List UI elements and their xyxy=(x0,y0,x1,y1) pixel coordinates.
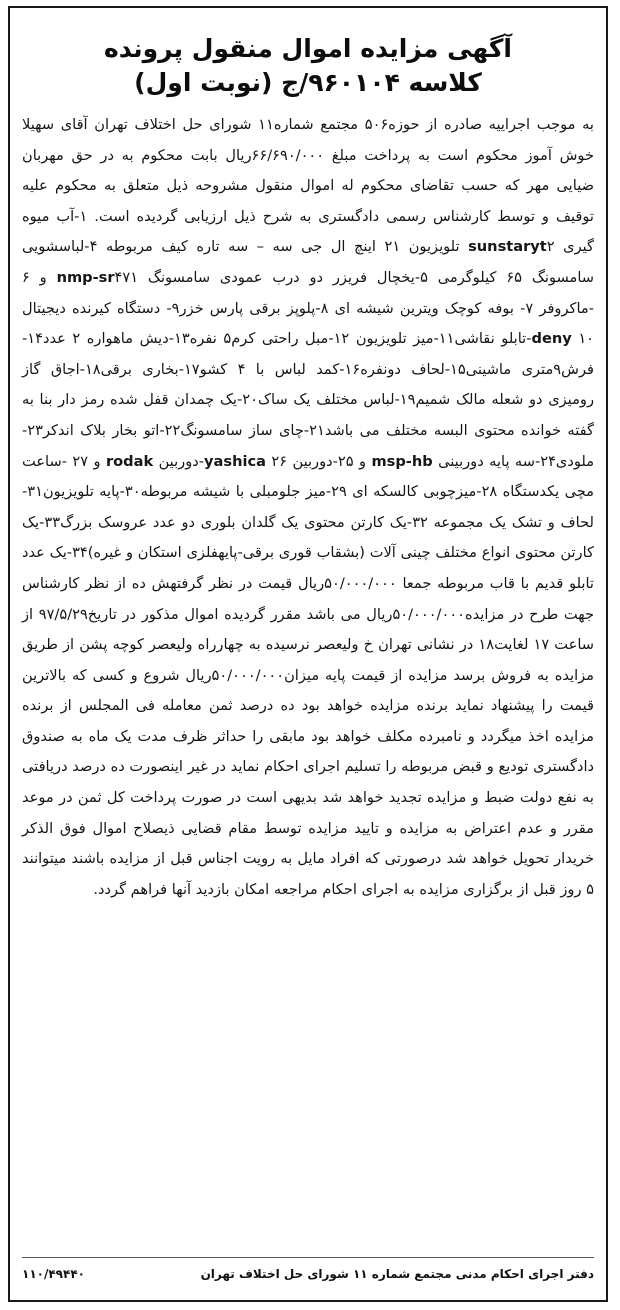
body-part-4: ۱۰-تابلو نقاشی۱۱-میز تلویزیون ۱۲-مبل راحتی کرم۵ نفره۱۳-دیش ماهواره ۲ عدد۱۴-فرش۹متری ماشینی۱۵-لحاف دونفره۱۶-کمد لباس با ۴ کشو۱۷-بخاری برقی۱۸-اجاق گاز رومیزی دو شعله مالک شمیم۱۹-لباس مختلف یک ساک۲۰-یک چمدان قفل شده رمز دار بنا به گفته خوانده محتوی البسه مختلف می باشد۲۱-چای ساز سامسونگ۲۲-اتو بخار بلاک اندکر۲۳-ملودی۲۴-سه پایه دوربینی xyxy=(22,330,595,470)
body-part-1: به موجب اجراییه صادره از حوزه۵۰۶ مجتمع شماره۱۱ شورای حل اختلاف تهران آقای سهیلا خوش آموز محکوم است به پرداخت مبلغ ۶۶/۶۹۰/۰۰۰ریال بابت محکوم به در حق مهربان ضیایی مهر که حسب تقاضای محکوم له اموال منقول مشروحه ذیل متعلق به محکوم علیه توقیف و توسط کارشناس رسمی دادگستری به شرح ذیل ارزیابی گردیده است. ۱-آب میوه گیری xyxy=(22,116,594,256)
notice-body xyxy=(10,100,606,905)
brand-msp-hb: msp-hb xyxy=(371,452,433,470)
notice-footer xyxy=(22,1257,594,1286)
body-part-3: ۴۷۱ و ۶ -ماکروفر ۷- بوفه کوچک ویترین شیشه ای ۸-پلوپز برقی پارس خزر۹- دستگاه کیرنده دیجیتال xyxy=(22,268,595,317)
issuing-office: دفتر اجرای احکام مدنی مجتمع شماره ۱۱ شورای حل اختلاف تهران xyxy=(200,1267,594,1281)
notice-code: ۱۱۰/۴۹۴۴۰ xyxy=(22,1267,85,1281)
brand-deny: deny xyxy=(531,330,572,348)
body-part-5: و ۲۵-دوربین xyxy=(292,452,367,470)
body-part-7: و ۲۷ -ساعت مچی یکدستگاه ۲۸-میزچوبی کالسکه ای ۲۹-میز جلومبلی با شیشه مربوطه۳۰-پایه تلویزیون۳۱-لحاف و تشک یک مجموعه ۳۲-یک کارتن محتوی یک گلدان بلوری دو عدد عروسک بزرگ۳۳-یک کارتن محتوی انواع مختلف چینی آلات (بشقاب قوری برقی-پایهفلزی استکان و غیره)۳۴-یک عدد تابلو قدیم با قاب مربوطه جمعا ۵۰/۰۰۰/۰۰۰ریال قیمت در نظر گرفتهش ده از نظر کارشناس جهت طرح در مزایده۵۰/۰۰۰/۰۰۰ریال می باشد مقرر گردیده اموال مذکور در تاریخ۹۷/۵/۲۹ از ساعت ۱۷ لغایت۱۸ در نشانی تهران خ ولیعصر نرسیده به چهارراه ولیعصر کوچه پشن از طریق مزایده به فروش برسد مزایده از قیمت پایه میزان۵۰/۰۰۰/۰۰۰ریال شروع و کسی که بالاترین قیمت را پیشنهاد نماید برنده مزایده خواهد بود ده درصد ثمن معامله فی المجلس از برنده مزایده اخذ میگردد و نامبرده مکلف خواهد بود مابقی را حداثر ظرف مدت یک ماه به صندوق دادگستری تودیع و قبض مربوطه را تسلیم اجرای احکام نماید در غیر اینصورت ده درصد دریافتی به نفع دولت ضبط و مزایده تجدید خواهد شد بدیهی است در صورت پرداخت کل ثمن در موعد مقرر و عدم اعتراض به مزایده و تایید مزایده توسط مقام قضایی ذیصلاح اموال فوق الذکر خریدار تحویل خواهد شد درصورتی که افراد مایل به رویت اجناس قبل از مزایده باشند میتوانند ۵ روز قبل از برگزاری مزایده به اجرای احکام مراجعه امکان بازدید آنها فراهم گردد. xyxy=(22,452,594,898)
body-part-6: ۲۶-دوربین xyxy=(158,452,288,470)
notice-title xyxy=(10,32,606,100)
notice-frame xyxy=(8,6,608,1302)
brand-rodak: rodak xyxy=(105,452,154,470)
notice-title-line1: آگهی مزایده اموال منقول پرونده xyxy=(104,34,512,63)
brand-yashica: yashica xyxy=(204,452,266,470)
brand-nmp-sr: nmp-sr xyxy=(56,268,115,286)
brand-sunstaryt: sunstaryt xyxy=(468,238,547,256)
notice-title-line2: کلاسه ۹۶۰۱۰۴/ج (نوبت اول) xyxy=(134,68,482,97)
body-part-2: ۲ تلویزیون ۲۱ اینچ ال جی سه – سه تاره کیف مربوطه ۴-لباسشویی سامسونگ ۶۵ کیلوگرمی ۵-یخچال فریزر دو درب عمودی سامسونگ xyxy=(22,238,595,286)
